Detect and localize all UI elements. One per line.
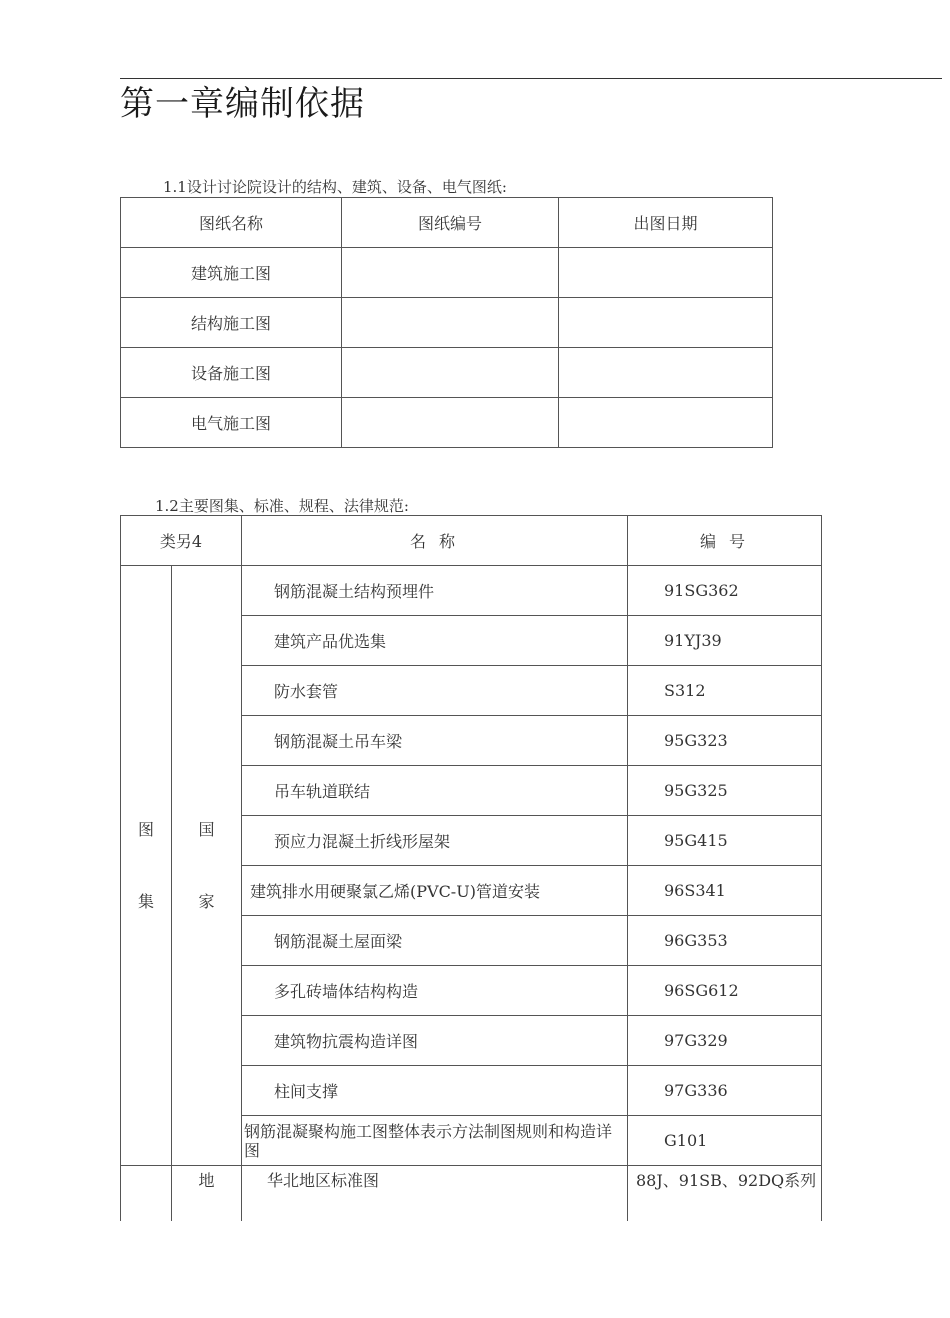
category-national-label: 国家 [198,819,215,911]
drawings-table-header [121,198,773,248]
drawing-number-cell [342,348,559,398]
drawing-name-cell: 电气施工图 [121,398,342,448]
category-atlas-label: 图集 [138,819,155,911]
standard-name-cell: 柱间支撑 [242,1066,628,1116]
standard-code-cell: 95G325 [628,766,822,816]
header-drawing-number: 图纸编号 [342,198,559,248]
drawing-number-cell [342,398,559,448]
issue-date-cell [559,348,773,398]
table-row [121,348,773,398]
drawing-number-cell [342,248,559,298]
table-row [121,298,773,348]
header-name: 名 称 [242,516,628,566]
header-category: 类另4 [121,516,242,566]
standard-code-cell: G101 [628,1116,822,1166]
chapter-title: 第一章编制依据 [120,84,365,124]
issue-date-cell [559,398,773,448]
standard-name-cell: 钢筋混凝土吊车梁 [242,716,628,766]
header-code: 编 号 [628,516,822,566]
issue-date-cell [559,298,773,348]
standard-code-cell: 97G329 [628,1016,822,1066]
section-2-caption: 1.2主要图集、标准、规程、法律规范: [155,497,409,515]
standard-name-cell: 建筑物抗震构造详图 [242,1016,628,1066]
standard-name-cell: 建筑排水用硬聚氯乙烯(PVC-U)管道安装 [242,866,628,916]
standard-code-cell: 95G415 [628,816,822,866]
standard-name-cell: 预应力混凝土折线形屋架 [242,816,628,866]
standard-code-cell: 95G323 [628,716,822,766]
header-rule [120,78,942,79]
section-1-caption: 1.1设计讨论院设计的结构、建筑、设备、电气图纸: [163,178,507,196]
drawing-name-cell: 结构施工图 [121,298,342,348]
category-regional-label: 地 [172,1166,242,1222]
drawing-name-cell: 建筑施工图 [121,248,342,298]
standard-code-cell: 91SG362 [628,566,822,616]
standard-code-cell: 96SG612 [628,966,822,1016]
category-national-cell [172,566,242,1166]
standard-name-cell: 钢筋混凝聚构施工图整体表示方法制图规则和构造详图 [242,1116,628,1166]
drawings-table [120,197,773,448]
standard-code-cell: 91YJ39 [628,616,822,666]
issue-date-cell [559,248,773,298]
standard-name-cell: 防水套管 [242,666,628,716]
table-row [121,398,773,448]
standard-name-cell: 钢筋混凝土屋面梁 [242,916,628,966]
standard-name-cell: 吊车轨道联结 [242,766,628,816]
standard-code-cell: 96S341 [628,866,822,916]
standard-code-cell: 88J、91SB、92DQ系列 [628,1166,822,1222]
standard-name-cell: 钢筋混凝土结构预埋件 [242,566,628,616]
table-row [121,248,773,298]
category-atlas-cell [121,566,172,1166]
drawing-name-cell: 设备施工图 [121,348,342,398]
standards-table-header [121,516,822,566]
drawing-number-cell [342,298,559,348]
header-drawing-name: 图纸名称 [121,198,342,248]
standard-name-cell: 华北地区标准图 [242,1166,628,1222]
header-issue-date: 出图日期 [559,198,773,248]
standard-code-cell: 97G336 [628,1066,822,1116]
table-row [121,566,822,616]
standard-name-cell: 建筑产品优选集 [242,616,628,666]
standards-table [120,515,822,1221]
standard-code-cell: 96G353 [628,916,822,966]
standard-code-cell: S312 [628,666,822,716]
table-row [121,1166,822,1222]
standard-name-cell: 多孔砖墙体结构构造 [242,966,628,1016]
category-atlas-continued-cell [121,1166,172,1222]
